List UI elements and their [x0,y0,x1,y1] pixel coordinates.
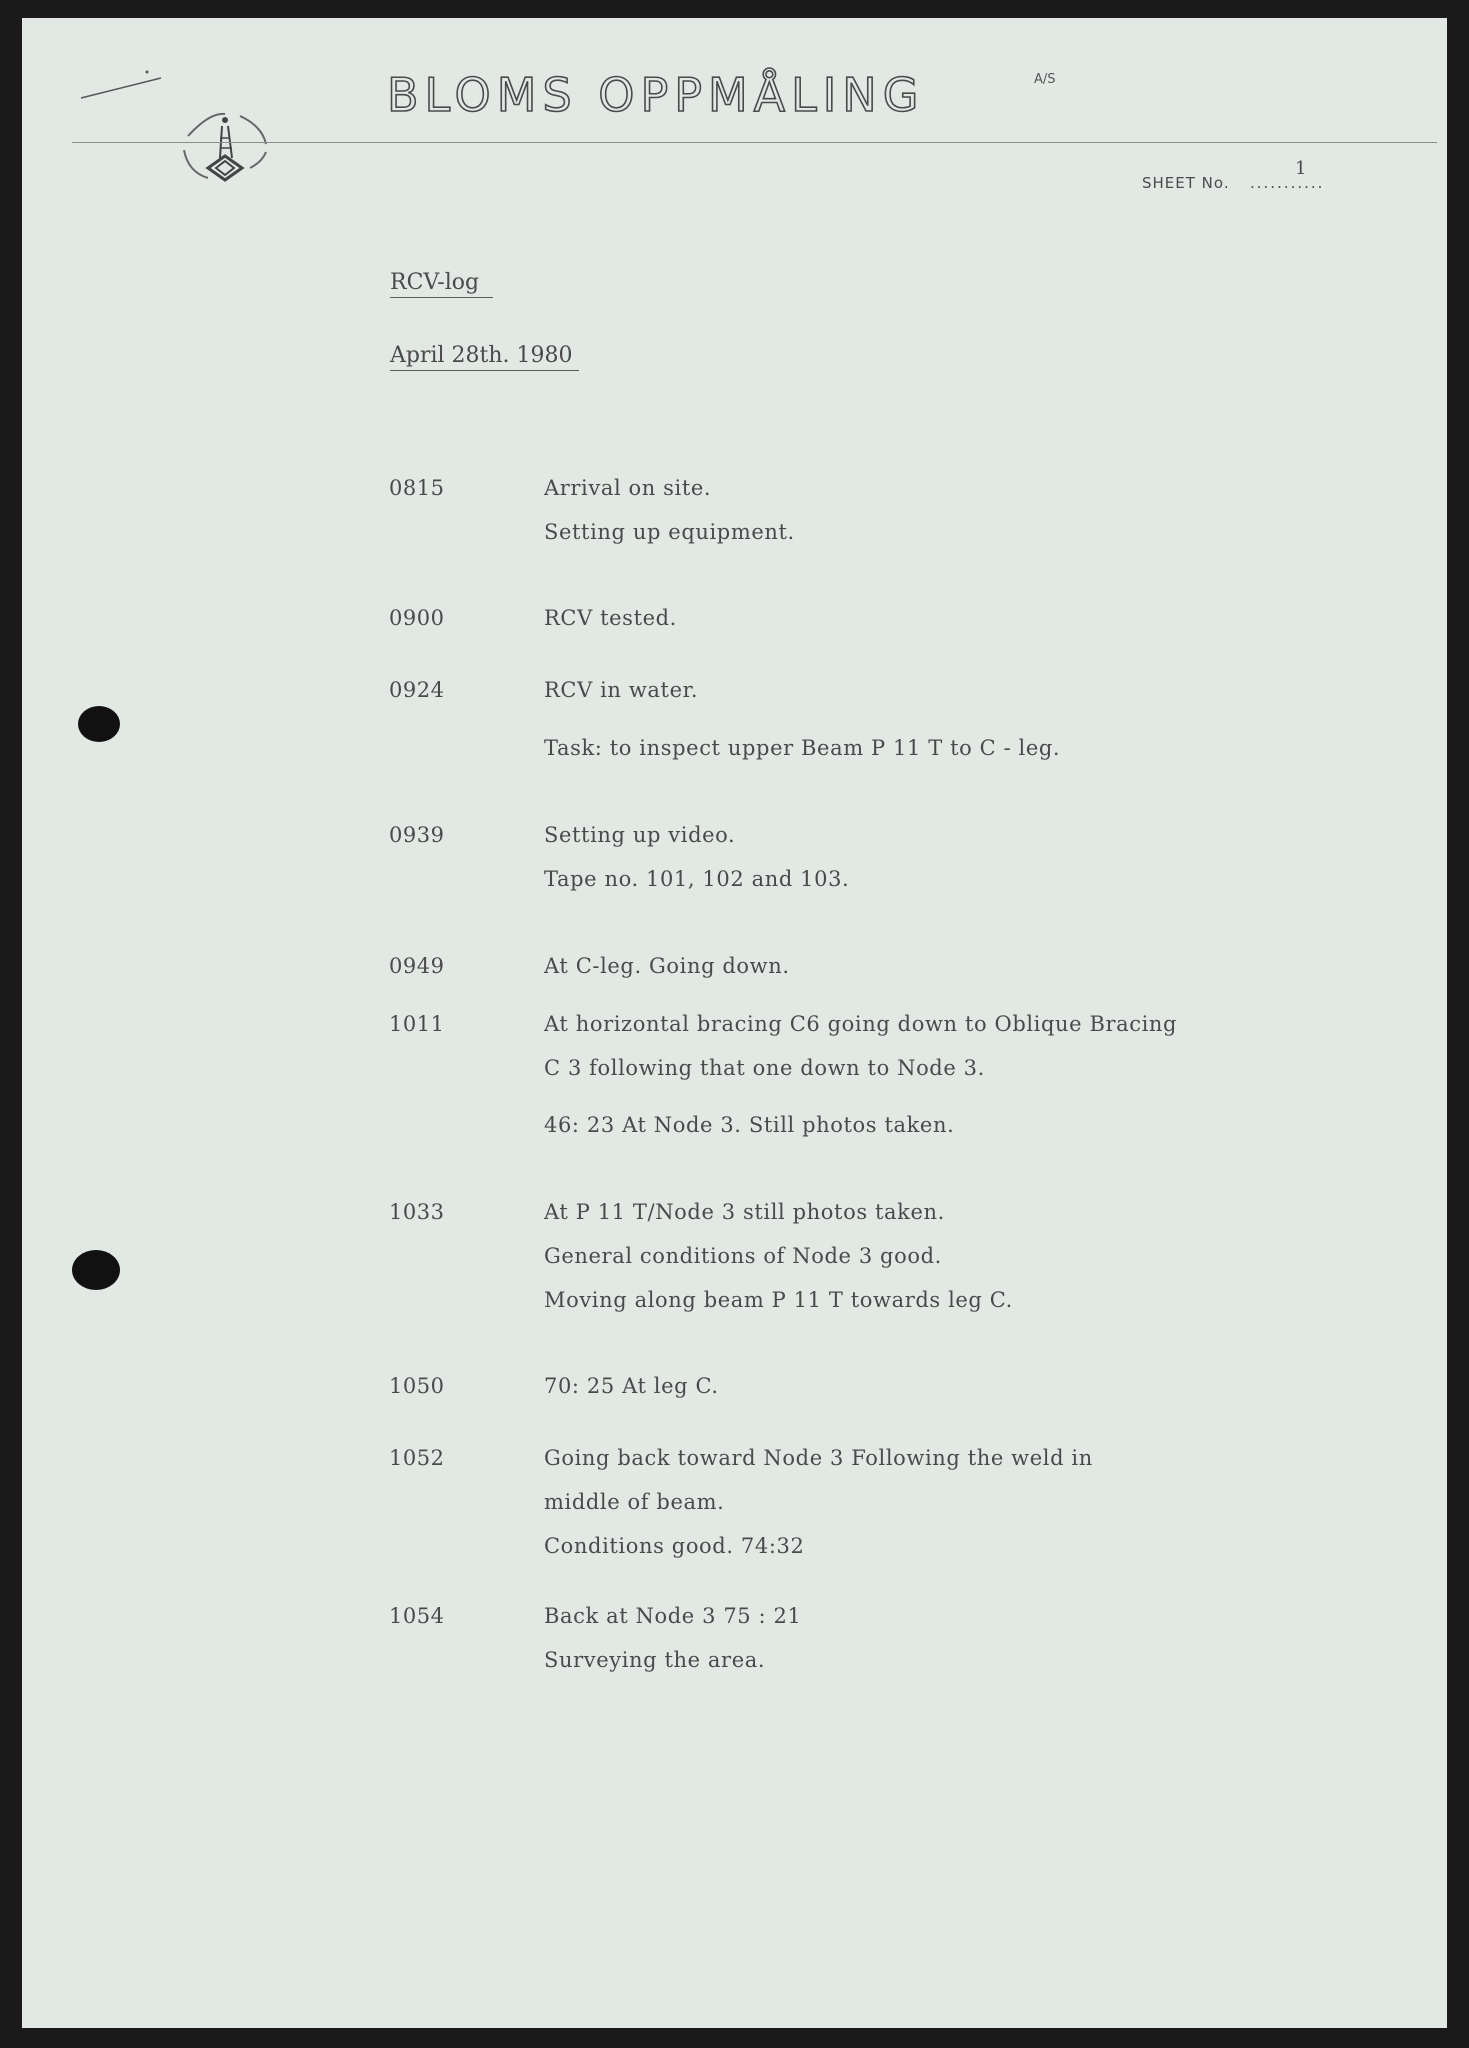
entry-line: RCV in water. [544,678,699,702]
entry-line: General conditions of Node 3 good. [544,1244,942,1268]
entry-line: RCV tested. [544,606,677,630]
document-title: RCV-log [390,270,493,298]
entry-time: 1011 [389,1012,445,1036]
pen-mark-decoration [77,68,167,108]
entry-line: Going back toward Node 3 Following the weld in [544,1446,1093,1470]
entry-line: Moving along beam P 11 T towards leg C. [544,1288,1013,1312]
entry-line: At P 11 T/Node 3 still photos taken. [544,1200,945,1224]
entry-line: Conditions good. 74:32 [544,1534,805,1558]
company-letterhead: BLOMS OPPMÅLING [387,68,925,122]
sheet-label: SHEET No. [1142,174,1230,192]
punch-hole [72,1250,120,1290]
entry-time: 1052 [389,1446,445,1470]
entry-line: middle of beam. [544,1490,725,1514]
entry-line: 46: 23 At Node 3. Still photos taken. [544,1113,955,1137]
entry-line: Tape no. 101, 102 and 103. [544,867,850,891]
entry-line: Surveying the area. [544,1648,766,1672]
entry-time: 1054 [389,1604,445,1628]
entry-time: 0939 [389,823,445,847]
sheet-number: 1 [1295,158,1307,179]
entry-line: At C-leg. Going down. [544,954,790,978]
entry-line: At horizontal bracing C6 going down to Oblique Bracing [544,1012,1178,1036]
entry-time: 1050 [389,1374,445,1398]
entry-time: 0924 [389,678,445,702]
entry-line: 70: 25 At leg C. [544,1374,719,1398]
entry-time: 0949 [389,954,445,978]
header-rule [72,142,1437,143]
entry-time: 0815 [389,476,445,500]
document-page [22,18,1447,2028]
document-date: April 28th. 1980 [390,343,579,371]
punch-hole [78,706,120,742]
entry-line: Arrival on site. [544,476,712,500]
entry-line: Task: to inspect upper Beam P 11 T to C - leg. [544,736,1061,760]
entry-line: Setting up video. [544,823,736,847]
company-suffix: A/S [1034,72,1056,87]
entry-line: Setting up equipment. [544,520,795,544]
entry-line: Back at Node 3 75 : 21 [544,1604,802,1628]
company-logo-icon [170,106,280,186]
entry-time: 1033 [389,1200,445,1224]
entry-line: C 3 following that one down to Node 3. [544,1056,985,1080]
sheet-dots: ........... [1250,174,1325,192]
entry-time: 0900 [389,606,445,630]
